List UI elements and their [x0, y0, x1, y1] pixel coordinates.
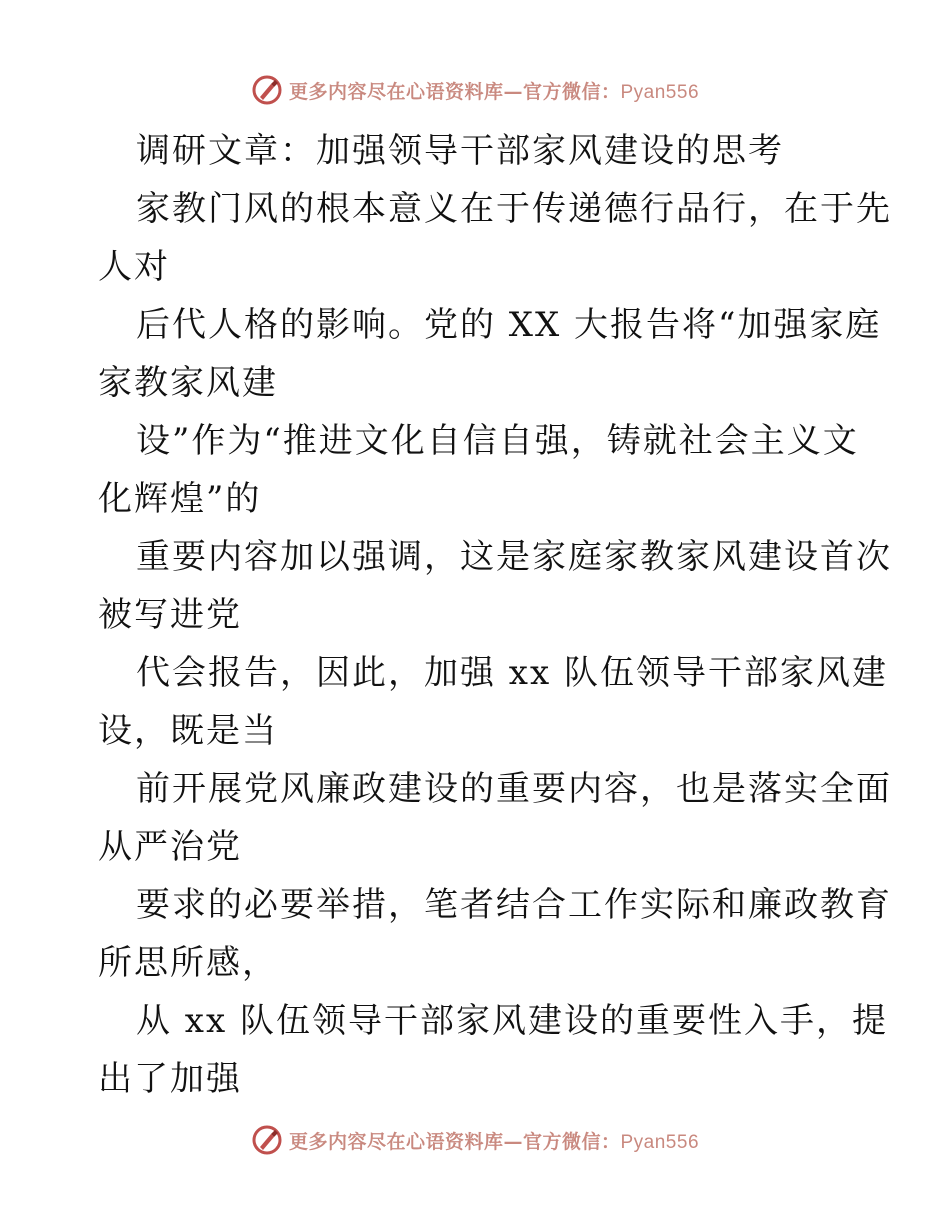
paragraph-line-5: 代会报告，因此，加强 xx 队伍领导干部家风建 设，既是当: [98, 653, 888, 751]
paragraph-line-2: 后代人格的影响。党的 XX 大报告将“加强家庭 家教家风建: [98, 305, 882, 403]
paragraph-line-4: 重要内容加以强调，这是家庭家教家风建设首次 被写进党: [98, 537, 892, 635]
watermark-banner-bottom: [0, 1120, 950, 1160]
document-title: 调研文章：加强领导干部家风建设的思考: [136, 131, 784, 171]
paragraph-line-6: 前开展党风廉政建设的重要内容，也是落实全面 从严治党: [98, 769, 892, 867]
watermark-text: 更多内容尽在心语资料库—官方微信：Pyan556: [288, 80, 700, 103]
watermark-text: 更多内容尽在心语资料库—官方微信：Pyan556: [288, 1130, 700, 1153]
pen-logo-icon: [251, 1124, 283, 1156]
pen-logo-icon: [251, 74, 283, 106]
paragraph-line-3: 设”作为“推进文化自信自强，铸就社会主义文 化辉煌”的: [98, 421, 859, 519]
paragraph-line-7: 要求的必要举措，笔者结合工作实际和廉政教育 所思所感，: [98, 885, 892, 983]
document-body: [98, 122, 892, 1108]
paragraph-line-1: 家教门风的根本意义在于传递德行品行，在于先 人对: [98, 189, 892, 287]
watermark-banner-top: [0, 70, 950, 110]
paragraph-line-8: 从 xx 队伍领导干部家风建设的重要性入手，提 出了加强: [98, 1001, 888, 1099]
